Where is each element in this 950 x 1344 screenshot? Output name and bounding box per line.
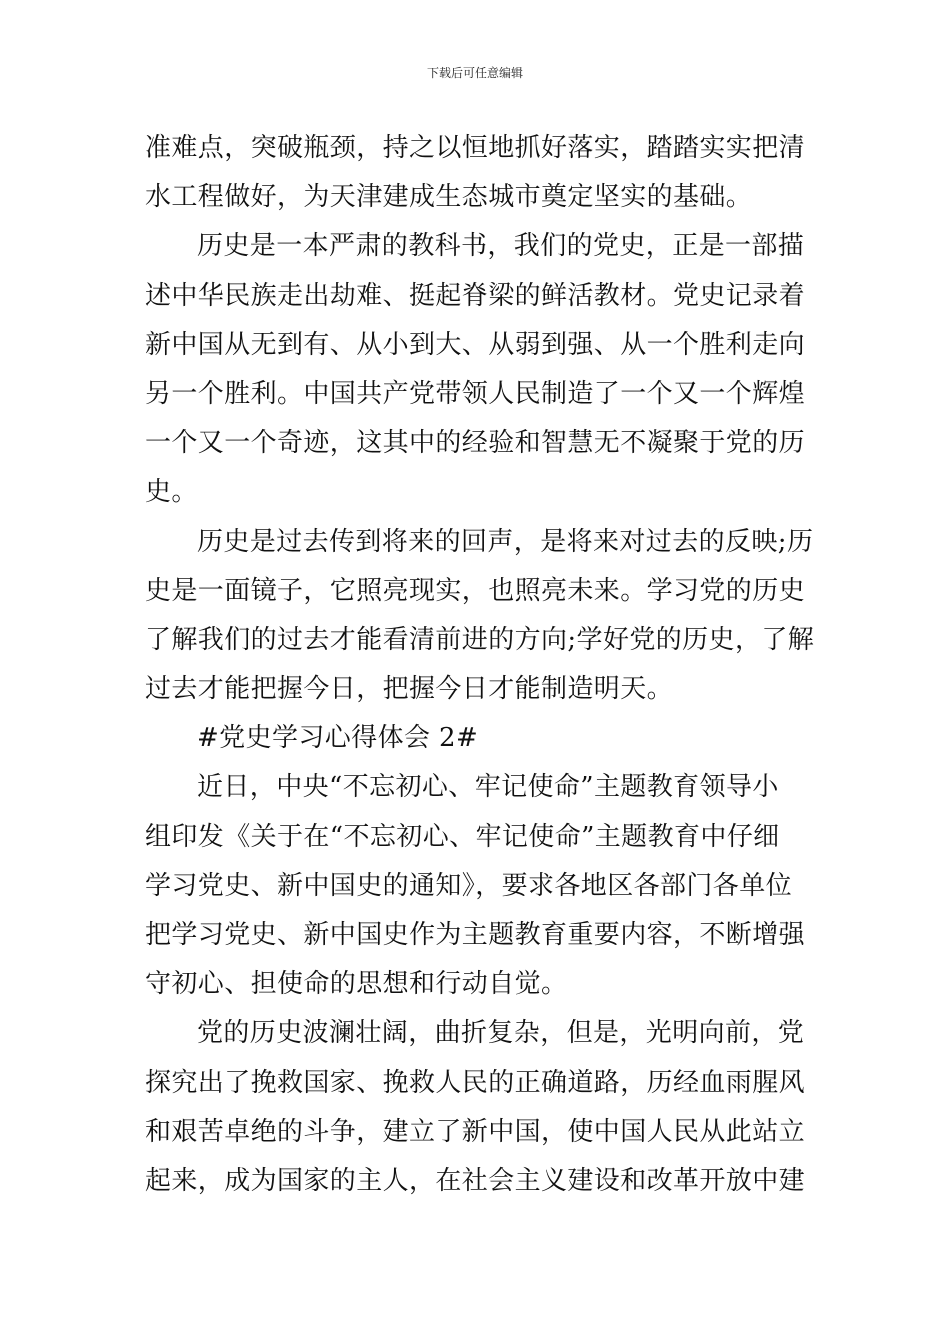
text-line: 守初心、担使命的思想和行动自觉。 [145,969,568,1000]
page-header: 下载后可任意编辑 [426,66,523,80]
text-line: 和艰苦卓绝的斗争，建立了新中国，使中国人民从此站立 [145,1116,806,1147]
text-line: 另一个胜利。中国共产党带领人民制造了一个又一个辉煌 [145,378,806,409]
section-heading: #党史学习心得体会 2# [197,723,479,754]
text-line: 准难点，突破瓶颈，持之以恒地抓好落实，踏踏实实把清 [145,133,806,163]
text-line: 新中国从无到有、从小到大、从弱到强、从一个胜利走向 [145,329,806,360]
paragraph-first-line: 党的历史波澜壮阔，曲折复杂，但是，光明向前，党 [197,1018,805,1049]
paragraph-first-line: 历史是一本严肃的教科书，我们的党史，正是一部描 [197,231,805,262]
text-line: 述中华民族走出劫难、挺起脊梁的鲜活教材。党史记录着 [145,280,806,311]
text-line: 史是一面镜子，它照亮现实，也照亮未来。学习党的历史 [145,575,806,606]
text-line: 学习党史、新中国史的通知》，要求各地区各部门各单位 [145,870,793,901]
text-line: 把学习党史、新中国史作为主题教育重要内容，不断增强 [145,920,806,950]
document-body [145,124,815,1206]
text-line: 过去才能把握今日，把握今日才能制造明天。 [145,674,674,705]
paragraph-first-line: 近日，中央“不忘初心、牢记使命”主题教育领导小 [197,772,779,803]
paragraph-first-line: 历史是过去传到将来的回声，是将来对过去的反映;历 [197,526,814,557]
text-line: 水工程做好，为天津建成生态城市奠定坚实的基础。 [145,182,753,213]
text-line: 了解我们的过去才能看清前进的方向;学好党的历史，了解 [145,624,815,655]
text-line: 史。 [145,477,198,508]
text-line: 组印发《关于在“不忘初心、牢记使命”主题教育中仔细 [145,821,780,852]
text-line: 一个又一个奇迹，这其中的经验和智慧无不凝聚于党的历 [145,428,806,459]
text-line: 探究出了挽救国家、挽救人民的正确道路，历经血雨腥风 [145,1067,806,1098]
text-line: 起来，成为国家的主人，在社会主义建设和改革开放中建 [145,1165,806,1196]
